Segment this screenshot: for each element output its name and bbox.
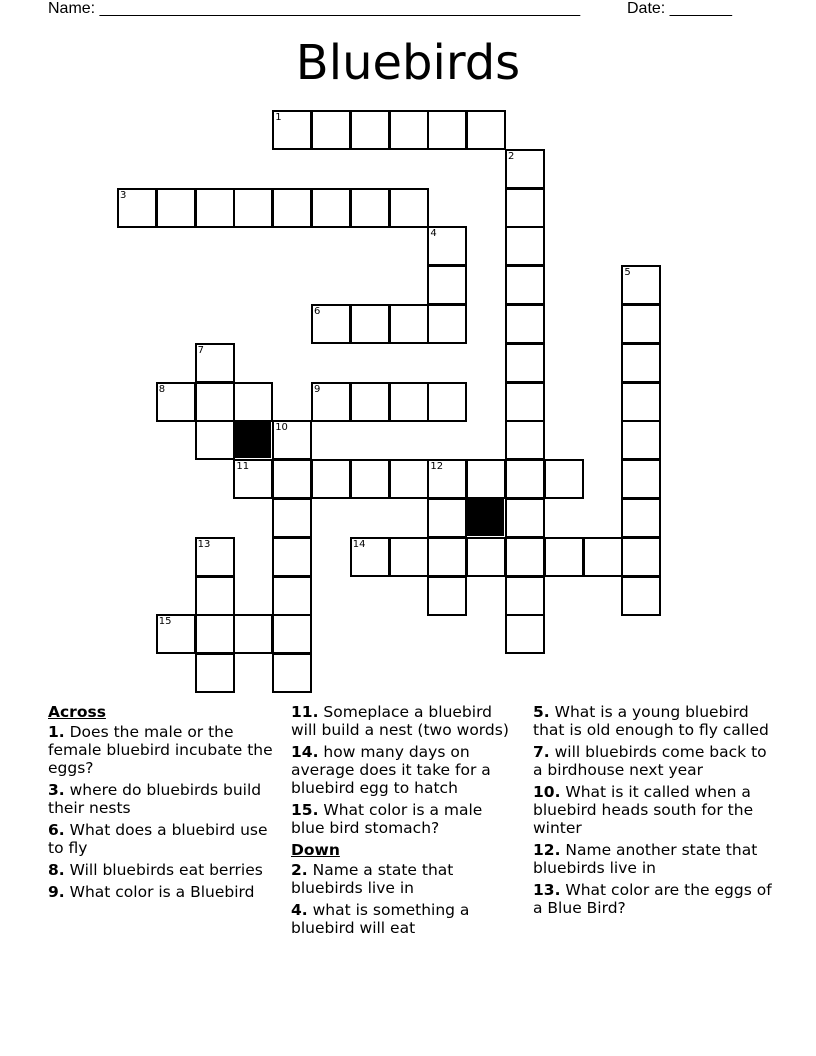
grid-cell[interactable] [272, 498, 312, 538]
clue-text: Will bluebirds eat berries [69, 861, 263, 879]
grid-cell[interactable] [621, 498, 661, 538]
grid-cell[interactable] [350, 188, 390, 228]
grid-cell[interactable] [311, 188, 351, 228]
clue-text: Someplace a bluebird will build a nest (two words) [291, 703, 509, 739]
clue-item [48, 861, 276, 879]
grid-cell[interactable] [389, 382, 429, 422]
grid-cell[interactable] [195, 382, 235, 422]
clue-text: Name a state that bluebirds live in [291, 861, 454, 897]
grid-cell[interactable] [505, 576, 545, 616]
grid-cell[interactable] [621, 382, 661, 422]
grid-number: 14 [352, 538, 366, 550]
clue-number: 15. [291, 801, 319, 819]
down-heading: Down [291, 841, 340, 859]
clue-number: 14. [291, 743, 319, 761]
grid-cell[interactable] [272, 459, 312, 499]
grid-cell[interactable] [233, 382, 273, 422]
grid-cell[interactable] [350, 110, 390, 150]
clue-column-3 [533, 703, 773, 921]
clue-number: 11. [291, 703, 319, 721]
black-square [466, 498, 504, 536]
grid-cell[interactable] [195, 420, 235, 460]
grid-cell[interactable] [621, 459, 661, 499]
grid-cell[interactable] [505, 382, 545, 422]
grid-cell[interactable] [505, 537, 545, 577]
grid-number: 7 [197, 344, 204, 356]
grid-cell[interactable] [389, 110, 429, 150]
clue-item [533, 783, 773, 837]
clue-item [291, 743, 519, 797]
clue-text: What does a bluebird use to fly [48, 821, 268, 857]
grid-number: 10 [275, 422, 288, 434]
clue-item [291, 901, 519, 937]
grid-number: 8 [158, 383, 166, 395]
grid-cell[interactable] [621, 537, 661, 577]
grid-cell[interactable] [272, 576, 312, 616]
grid-cell[interactable] [505, 343, 545, 383]
grid-number: 2 [508, 150, 515, 162]
clue-number: 3. [48, 781, 65, 799]
date-blank: _______ [669, 0, 732, 17]
grid-cell[interactable] [427, 537, 467, 577]
grid-number: 6 [314, 306, 321, 317]
grid-cell[interactable] [389, 459, 429, 499]
grid-cell[interactable] [427, 576, 467, 616]
date-label: Date: [627, 0, 666, 17]
clue-number: 2. [291, 861, 308, 879]
name-blank: ______________________________________________________ [99, 0, 581, 17]
grid-cell[interactable] [272, 537, 312, 577]
grid-cell[interactable] [505, 498, 545, 538]
clue-text: will bluebirds come back to a birdhouse next year [533, 743, 767, 779]
clue-text: What color are the eggs of a Blue Bird? [533, 881, 772, 917]
grid-number: 1 [275, 112, 282, 123]
grid-cell[interactable] [427, 265, 467, 305]
grid-cell[interactable] [233, 188, 273, 228]
grid-cell[interactable] [233, 614, 273, 654]
clue-number: 10. [533, 783, 561, 801]
clue-column-1 [48, 703, 276, 905]
clue-item [48, 781, 276, 817]
grid-cell[interactable] [195, 614, 235, 654]
clue-number: 12. [533, 841, 561, 859]
clue-number: 6. [48, 821, 65, 839]
clue-text: What is it called when a bluebird heads south for the winter [533, 783, 754, 837]
clue-text: What color is a male blue bird stomach? [291, 801, 483, 837]
name-label: Name: [48, 0, 96, 17]
grid-cell[interactable] [466, 537, 506, 577]
clue-text: how many days on average does it take for a bluebird egg to hatch [291, 743, 491, 797]
grid-number: 5 [624, 267, 631, 279]
grid-cell[interactable] [427, 304, 467, 344]
grid-number: 12 [430, 461, 444, 473]
grid-cell[interactable] [427, 110, 467, 150]
grid-cell[interactable] [466, 459, 506, 499]
grid-cell[interactable] [350, 382, 390, 422]
grid-number: 3 [120, 189, 127, 201]
grid-cell[interactable] [389, 188, 429, 228]
grid-cell[interactable] [544, 459, 584, 499]
clue-number: 7. [533, 743, 550, 761]
clue-number: 8. [48, 861, 65, 879]
clue-item [533, 703, 773, 739]
grid-number: 13 [197, 538, 211, 550]
clue-text: what is something a bluebird will eat [291, 901, 470, 937]
grid-cell[interactable] [272, 188, 312, 228]
clue-text: Name another state that bluebirds live in [533, 841, 758, 877]
grid-number: 15 [158, 616, 172, 628]
grid-cell[interactable] [156, 188, 196, 228]
clue-number: 13. [533, 881, 561, 899]
clue-item [48, 821, 276, 857]
grid-cell[interactable] [583, 537, 623, 577]
grid-cell[interactable] [621, 420, 661, 460]
grid-cell[interactable] [505, 614, 545, 654]
grid-cell[interactable] [621, 576, 661, 616]
clue-number: 5. [533, 703, 550, 721]
clue-text: What is a young bluebird that is old enough to fly called [533, 703, 769, 739]
grid-cell[interactable] [505, 226, 545, 266]
clue-item [291, 801, 519, 837]
grid-cell[interactable] [350, 304, 390, 344]
grid-cell[interactable] [505, 420, 545, 460]
grid-cell[interactable] [311, 110, 351, 150]
grid-cell[interactable] [311, 459, 351, 499]
clue-item [533, 881, 773, 917]
grid-cell[interactable] [350, 459, 390, 499]
grid-cell[interactable] [621, 343, 661, 383]
clue-number: 1. [48, 723, 65, 741]
grid-cell[interactable] [427, 382, 467, 422]
grid-cell[interactable] [195, 188, 235, 228]
grid-number: 11 [236, 461, 250, 473]
page-title: Bluebirds [295, 35, 521, 91]
grid-cell[interactable] [621, 304, 661, 344]
clue-text: What color is a Bluebird [69, 883, 255, 901]
grid-cell[interactable] [544, 537, 584, 577]
clue-item [533, 743, 773, 779]
clue-item [291, 703, 519, 739]
grid-number: 9 [314, 383, 321, 395]
clue-column-2 [291, 703, 519, 941]
across-heading: Across [48, 703, 106, 721]
black-square [233, 420, 271, 458]
grid-cell[interactable] [272, 653, 312, 693]
clue-text: where do bluebirds build their nests [48, 781, 262, 817]
grid-cell[interactable] [389, 537, 429, 577]
grid-cell[interactable] [195, 653, 235, 693]
grid-number: 4 [430, 228, 437, 240]
grid-cell[interactable] [505, 459, 545, 499]
grid-cell[interactable] [427, 498, 467, 538]
grid-cell[interactable] [272, 614, 312, 654]
clue-text: Does the male or the female bluebird incubate the eggs? [48, 723, 273, 777]
clue-number: 4. [291, 901, 308, 919]
grid-cell[interactable] [389, 304, 429, 344]
grid-cell[interactable] [195, 576, 235, 616]
clue-item [291, 861, 519, 897]
clue-item [48, 723, 276, 777]
clue-number: 9. [48, 883, 65, 901]
grid-cell[interactable] [505, 265, 545, 305]
clue-item [533, 841, 773, 877]
grid-cell[interactable] [466, 110, 506, 150]
clue-item [48, 883, 276, 901]
grid-cell[interactable] [505, 304, 545, 344]
grid-cell[interactable] [505, 188, 545, 228]
